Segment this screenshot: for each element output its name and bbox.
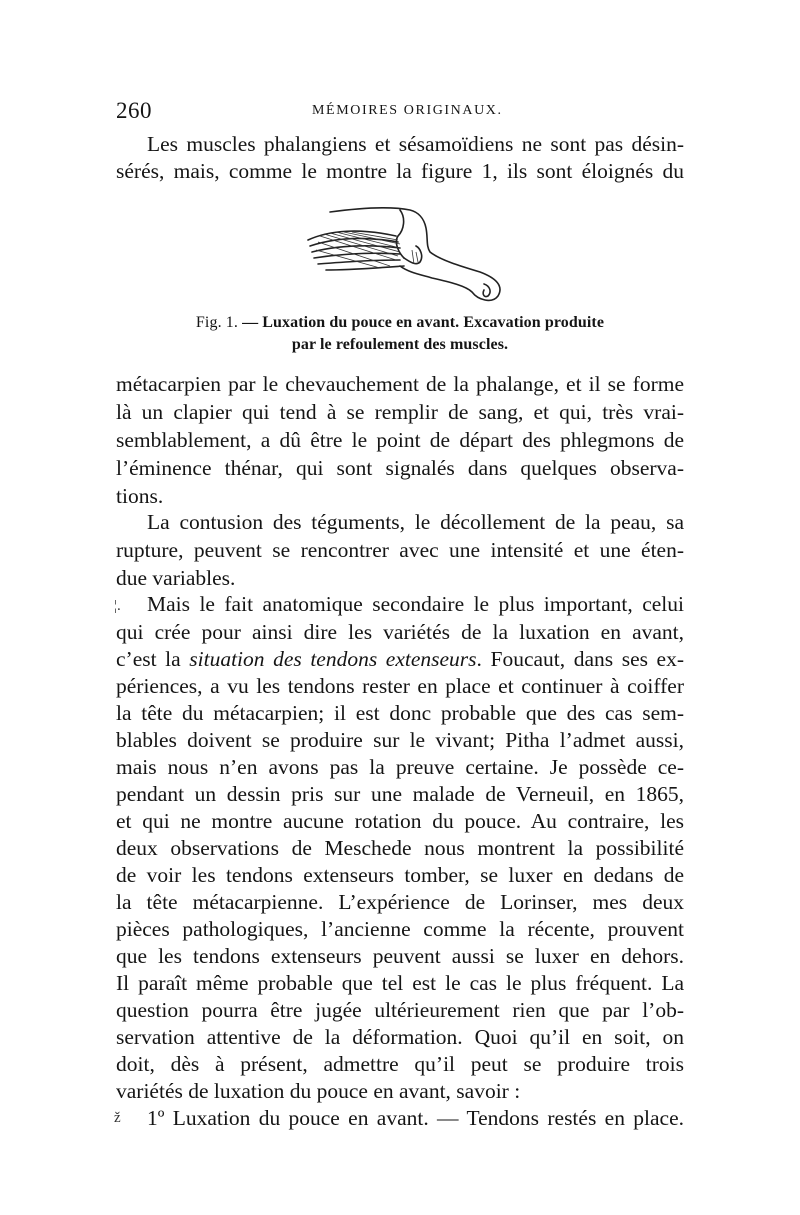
text-line: que les tendons extenseurs peuvent aussi se luxer en dehors. xyxy=(116,944,684,968)
page-number: 260 xyxy=(116,98,152,123)
text-line: qui crée pour ainsi dire les variétés de la luxation en avant, xyxy=(116,620,684,644)
text-line: semblablement, a dû être le point de départ des phlegmons de xyxy=(116,428,684,452)
text-span: c’est la xyxy=(116,647,190,671)
text-line: tions. xyxy=(116,484,164,508)
text-span: . Foucaut, dans ses ex- xyxy=(476,647,685,671)
text-line: doit, dès à présent, admettre qu’il peut se produire trois xyxy=(116,1052,684,1076)
thumb-luxation-illustration xyxy=(300,200,510,306)
text-line: variétés de luxation du pouce en avant, savoir : xyxy=(116,1079,521,1103)
list-item: 1º Luxation du pouce en avant. — Tendons restés en place. xyxy=(147,1106,684,1130)
text-line: rupture, peuvent se rencontrer avec une intensité et une éten- xyxy=(116,538,684,562)
text-line: question pourra être jugée ultérieurement rien que par l’ob- xyxy=(116,998,684,1022)
figure-caption-text: — Luxation du pouce en avant. Excavation produite xyxy=(237,314,605,331)
text-line: là un clapier qui tend à se remplir de sang, et qui, très vrai- xyxy=(116,400,684,424)
text-line: de voir les tendons extenseurs tomber, se luxer en dedans de xyxy=(116,863,684,887)
text-line: La contusion des téguments, le décollement de la peau, sa xyxy=(147,510,684,534)
text-line: blables doivent se produire sur le vivant; Pitha l’admet aussi, xyxy=(116,728,684,752)
figure-caption-line: par le refoulement des muscles. xyxy=(291,336,509,353)
text-line: Il paraît même probable que tel est le cas le plus fréquent. La xyxy=(116,971,684,995)
text-line: Mais le fait anatomique secondaire le plus important, celui xyxy=(147,592,684,616)
text-line: deux observations de Meschede nous montrent la possibilité xyxy=(116,836,684,860)
text-line: périences, a vu les tendons rester en place et continuer à coiffer xyxy=(116,674,684,698)
text-line: pièces pathologiques, l’ancienne comme la récente, prouvent xyxy=(116,917,684,941)
text-line xyxy=(116,645,684,673)
text-line: Les muscles phalangiens et sésamoïdiens ne sont pas désin- xyxy=(147,132,684,156)
page-header xyxy=(116,96,684,126)
italic-phrase: situation des tendons extenseurs xyxy=(189,647,477,671)
running-head: MÉMOIRES ORIGINAUX. xyxy=(312,103,503,118)
text-line: mais nous n’en avons pas la preuve certaine. Je possède ce- xyxy=(116,755,684,779)
figure-caption-line xyxy=(116,312,684,334)
text-line: servation attentive de la déformation. Quoi qu’il en soit, on xyxy=(116,1025,684,1049)
text-line: l’éminence thénar, qui sont signalés dans quelques observa- xyxy=(116,456,684,480)
text-line: la tête métacarpienne. L’expérience de Lorinser, mes deux xyxy=(116,890,684,914)
text-line: et qui ne montre aucune rotation du pouce. Au contraire, les xyxy=(116,809,684,833)
text-line: pendant un dessin pris sur une malade de Verneuil, en 1865, xyxy=(116,782,684,806)
margin-mark: ž xyxy=(114,1110,121,1126)
text-line: due variables. xyxy=(116,566,236,590)
text-line: métacarpien par le chevauchement de la phalange, et il se forme xyxy=(116,372,684,396)
figure-label: Fig. 1. xyxy=(195,314,238,331)
text-line: sérés, mais, comme le montre la figure 1, ils sont éloignés du xyxy=(116,159,684,183)
margin-mark: ¦. xyxy=(114,598,121,614)
text-line: la tête du métacarpien; il est donc probable que des cas sem- xyxy=(116,701,684,725)
